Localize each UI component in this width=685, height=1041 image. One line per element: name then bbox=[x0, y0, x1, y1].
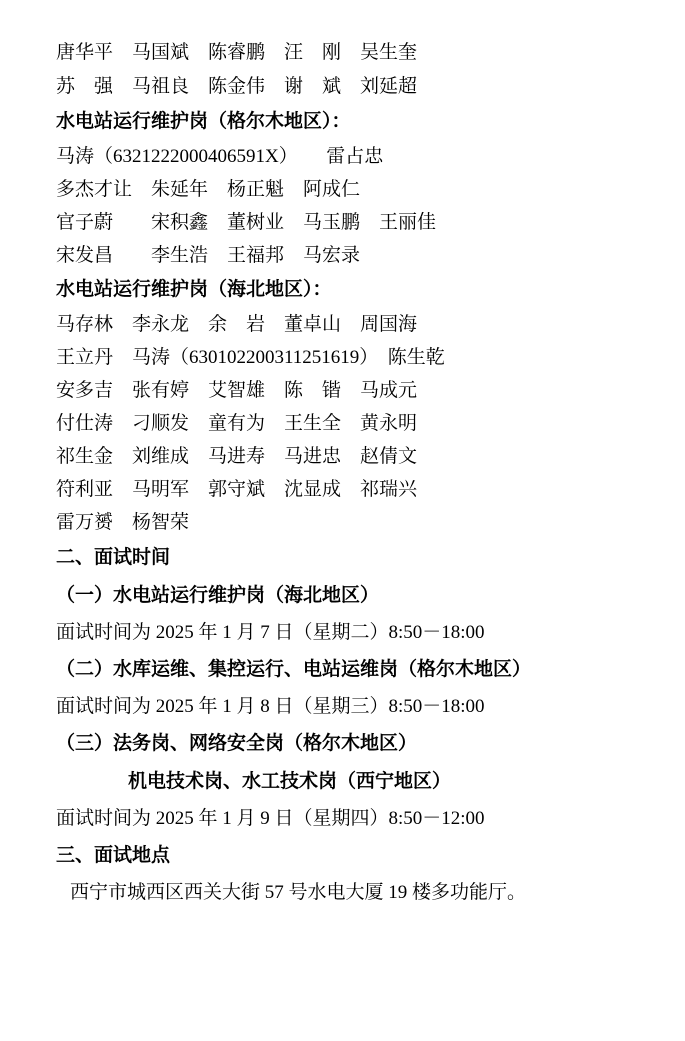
subsection-heading-1: （一）水电站运行维护岗（海北地区） bbox=[56, 585, 380, 606]
name-list-line: 官子蔚 宋积鑫 董树业 马玉鹏 王丽佳 bbox=[56, 212, 437, 233]
subsection-heading-3-continued: 机电技术岗、水工技术岗（西宁地区） bbox=[128, 771, 452, 792]
interview-location-text: 西宁市城西区西关大街 57 号水电大厦 19 楼多功能厅。 bbox=[70, 882, 527, 903]
name-list-line: 苏 强 马祖良 陈金伟 谢 斌 刘延超 bbox=[56, 76, 418, 97]
name-list-line: 雷万赟 杨智荣 bbox=[56, 512, 190, 533]
name-list-line: 祁生金 刘维成 马进寿 马进忠 赵倩文 bbox=[56, 446, 418, 467]
name-list-line: 符利亚 马明军 郭守斌 沈显成 祁瑞兴 bbox=[56, 479, 418, 500]
name-list-line: 马涛（6321222000406591X） 雷占忠 bbox=[56, 146, 384, 167]
job-category-heading: 水电站运行维护岗（格尔木地区）： bbox=[56, 111, 351, 132]
interview-time-text-1: 面试时间为 2025 年 1 月 7 日（星期二）8:50－18:00 bbox=[56, 622, 485, 643]
interview-time-text-3: 面试时间为 2025 年 1 月 9 日（星期四）8:50－12:00 bbox=[56, 808, 485, 829]
name-list-line: 马存林 李永龙 余 岩 董卓山 周国海 bbox=[56, 314, 418, 335]
name-list-line: 多杰才让 朱延年 杨正魁 阿成仁 bbox=[56, 179, 361, 200]
section-heading-interview-location: 三、面试地点 bbox=[56, 845, 171, 866]
name-list-line: 唐华平 马国斌 陈睿鹏 汪 刚 吴生奎 bbox=[56, 42, 418, 63]
section-heading-interview-time: 二、面试时间 bbox=[56, 547, 171, 568]
name-list-line: 付仕涛 刁顺发 童有为 王生全 黄永明 bbox=[56, 413, 418, 434]
name-list-line: 宋发昌 李生浩 王福邦 马宏录 bbox=[56, 245, 361, 266]
interview-time-text-2: 面试时间为 2025 年 1 月 8 日（星期三）8:50－18:00 bbox=[56, 696, 485, 717]
document-body bbox=[56, 36, 629, 911]
subsection-heading-3: （三）法务岗、网络安全岗（格尔木地区） bbox=[56, 733, 418, 754]
name-list-line: 王立丹 马涛（630102200311251619） 陈生乾 bbox=[56, 347, 445, 368]
name-list-line: 安多吉 张有婷 艾智雄 陈 锴 马成元 bbox=[56, 380, 418, 401]
job-category-heading: 水电站运行维护岗（海北地区）： bbox=[56, 279, 332, 300]
subsection-heading-2: （二）水库运维、集控运行、电站运维岗（格尔木地区） bbox=[56, 659, 532, 680]
